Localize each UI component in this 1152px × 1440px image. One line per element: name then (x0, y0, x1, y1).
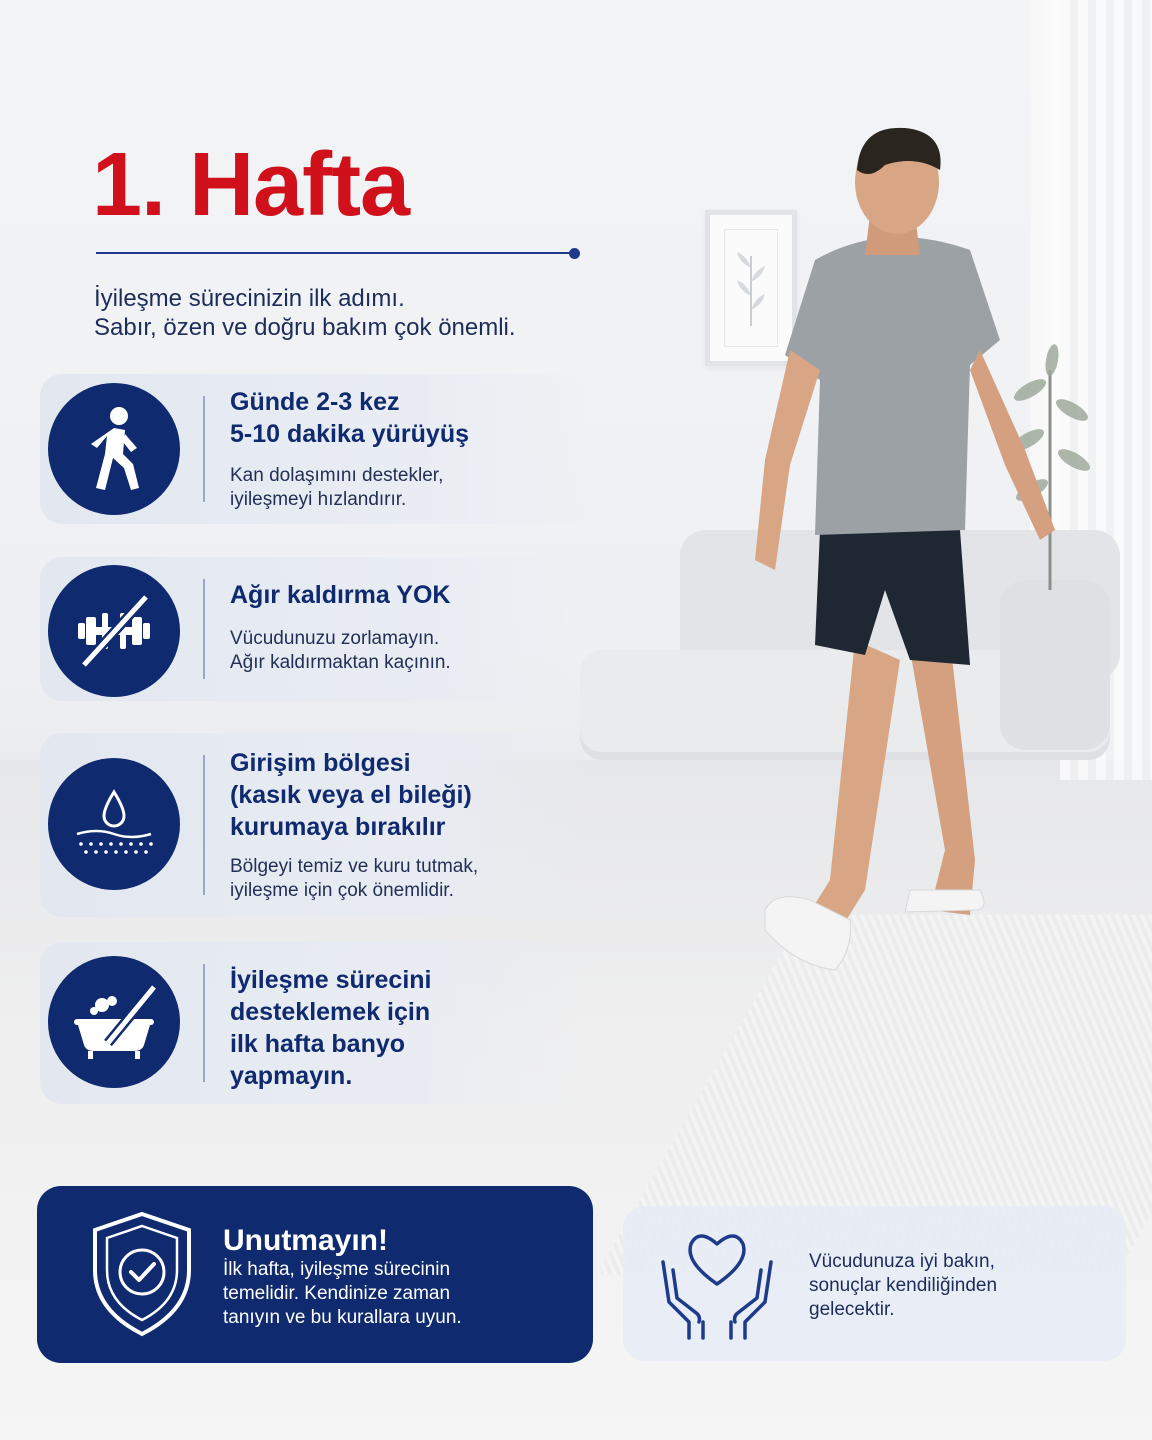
tip-card-no-lifting (40, 557, 588, 701)
card-divider (203, 755, 205, 895)
reminder-line: tanıyın ve bu kurallara uyun. (223, 1307, 462, 1328)
tip-title (230, 579, 450, 611)
tip-card-incision-dry (40, 733, 588, 917)
shield-check-icon (89, 1210, 195, 1338)
care-line: Vücudunuza iyi bakın, (809, 1251, 995, 1272)
tip-desc-line: Vücudunuzu zorlamayın. (230, 628, 440, 649)
care-box (623, 1206, 1126, 1361)
card-divider (203, 964, 205, 1082)
tip-title (230, 386, 469, 450)
tip-desc-line: iyileşmeyi hızlandırır. (230, 489, 407, 510)
title-divider-dot (569, 248, 580, 259)
tip-description (230, 464, 443, 512)
no-bath-icon (48, 956, 180, 1088)
reminder-box (37, 1186, 593, 1363)
reminder-line: İlk hafta, iyileşme sürecinin (223, 1259, 451, 1280)
walking-person-icon (48, 383, 180, 515)
heart-hands-icon (655, 1222, 779, 1344)
tip-title-line: Ağır kaldırma YOK (230, 581, 451, 609)
no-weightlifting-icon (48, 565, 180, 697)
care-line: sonuçlar kendiliğinden (809, 1275, 998, 1296)
tip-title-line: ilk hafta banyo (230, 1030, 406, 1058)
intro-line: Sabır, özen ve doğru bakım çok önemli. (94, 314, 516, 341)
tip-title-line: İyileşme sürecini (230, 966, 432, 994)
tip-desc-line: Kan dolaşımını destekler, (230, 465, 444, 486)
title-divider (96, 252, 574, 254)
reminder-line: temelidir. Kendinize zaman (223, 1283, 451, 1304)
page-title: 1. Hafta (92, 135, 410, 235)
tip-card-walking (40, 374, 588, 524)
card-divider (203, 579, 205, 679)
tip-desc-line: iyileşme için çok önemlidir. (230, 880, 454, 901)
intro-line: İyileşme sürecinizin ilk adımı. (94, 285, 405, 312)
intro-text (94, 284, 516, 342)
tip-title-line: kurumaya bırakılır (230, 813, 446, 841)
care-text (809, 1250, 997, 1322)
tip-title-line: desteklemek için (230, 998, 431, 1026)
tip-desc-line: Ağır kaldırmaktan kaçının. (230, 652, 451, 673)
water-drop-skin-icon (48, 758, 180, 890)
tip-title-line: (kasık veya el bileği) (230, 781, 472, 809)
tip-title-line: 5-10 dakika yürüyüş (230, 420, 470, 448)
care-line: gelecektir. (809, 1299, 895, 1320)
tip-description (230, 627, 451, 675)
tip-description (230, 855, 478, 903)
tip-title (230, 747, 472, 843)
tip-title-line: Girişim bölgesi (230, 749, 411, 777)
card-divider (203, 396, 205, 502)
tip-card-no-bath (40, 942, 588, 1104)
reminder-title: Unutmayın! (223, 1224, 388, 1257)
tip-desc-line: Bölgeyi temiz ve kuru tutmak, (230, 856, 479, 877)
tip-title-line: Günde 2-3 kez (230, 388, 400, 416)
walking-man-illustration (735, 120, 1065, 980)
reminder-text (223, 1258, 462, 1330)
tip-title-line: yapmayın. (230, 1062, 353, 1090)
tip-title (230, 964, 432, 1092)
